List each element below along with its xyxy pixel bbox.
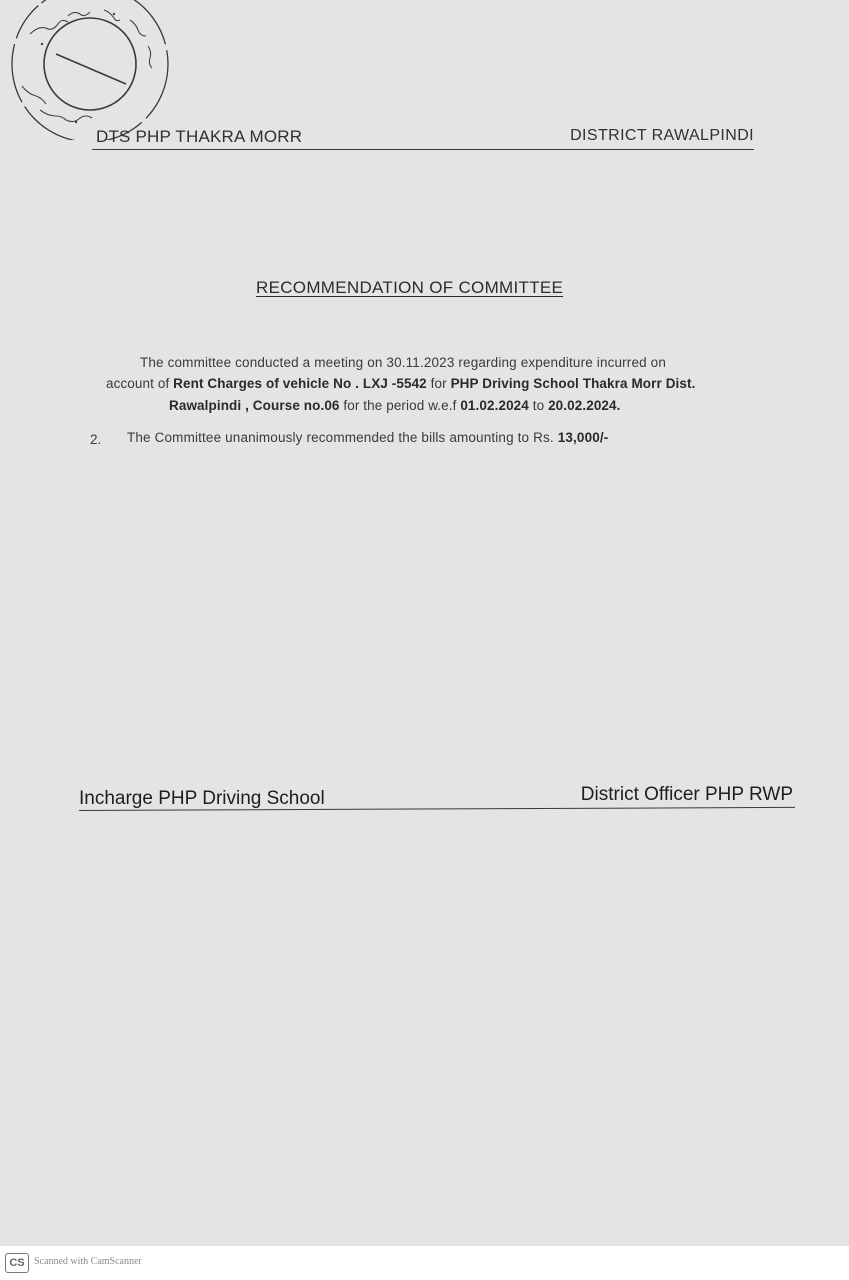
- course-details: Rawalpindi , Course no.06: [169, 398, 340, 413]
- signatory-incharge: Incharge PHP Driving School: [79, 788, 325, 809]
- signatory-district-officer: District Officer PHP RWP: [580, 784, 793, 805]
- scanner-watermark: [0, 1246, 849, 1280]
- vehicle-details: Rent Charges of vehicle No . LXJ -5542: [173, 376, 427, 391]
- signature-block: [79, 786, 795, 812]
- letterhead: [92, 127, 754, 150]
- paragraph-2: The Committee unanimously recommended the bills amounting to Rs. 13,000/-: [127, 430, 609, 445]
- district-name: DISTRICT RAWALPINDI: [570, 127, 754, 144]
- scanner-text: Scanned with CamScanner: [34, 1256, 142, 1267]
- paragraph-1-line-1: The committee conducted a meeting on 30.11.2023 regarding expenditure incurred on: [140, 355, 666, 370]
- office-name: DTS PHP THAKRA MORR: [96, 127, 303, 146]
- period-end-date: 20.02.2024.: [548, 398, 621, 413]
- office-stamp-icon: [6, 0, 172, 140]
- bill-amount: 13,000/-: [557, 430, 609, 445]
- camscanner-logo-icon: CS: [5, 1253, 29, 1273]
- paragraph-1-line-2: account of Rent Charges of vehicle No . LXJ -5542 for PHP Driving School Thakra Morr Dist.: [106, 376, 696, 391]
- page-title: RECOMMENDATION OF COMMITTEE: [256, 278, 564, 297]
- school-name: PHP Driving School Thakra Morr Dist.: [450, 376, 696, 391]
- paragraph-1-line-3: Rawalpindi , Course no.06 for the period w.e.f 01.02.2024 to 20.02.2024.: [169, 398, 621, 413]
- period-start-date: 01.02.2024: [460, 398, 529, 413]
- paragraph-2-number: 2.: [90, 432, 102, 447]
